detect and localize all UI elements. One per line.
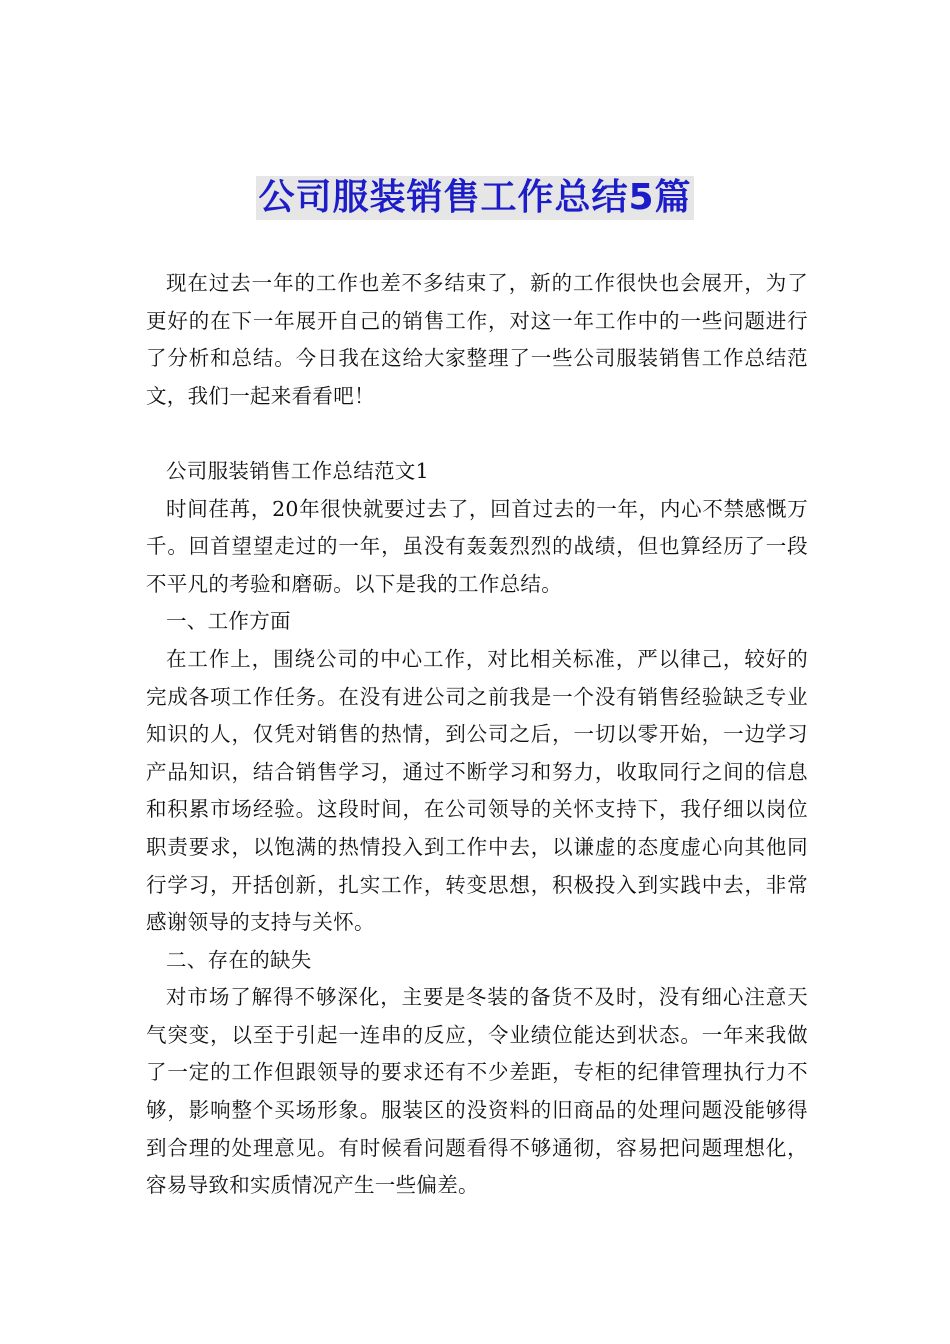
paragraph-3: 对市场了解得不够深化，主要是冬装的备货不及时，没有细心注意天气突变，以至于引起一连串的反应，令业绩位能达到状态。一年来我做了一定的工作但跟领导的要求还有不少差距，专柜的纪律管理执行力不够，影响整个买场形象。服装区的没资料的旧商品的处理问题没能够得到合理的处理意见。有时候看问题看得不够通彻，容易把问题理想化，容易导致和实质情况产生一些偏差。 [146, 985, 808, 1198]
document-body [146, 265, 808, 1205]
section-heading: 公司服装销售工作总结范文1 [166, 458, 429, 483]
heading-work: 一、工作方面 [166, 609, 291, 634]
heading-shortcomings: 二、存在的缺失 [166, 947, 312, 972]
intro-paragraph: 现在过去一年的工作也差不多结束了，新的工作很快也会展开，为了更好的在下一年展开自己的销售工作，对这一年工作中的一些问题进行了分析和总结。今日我在这给大家整理了一些公司服装销售工作总结范文，我们一起来看看吧！ [146, 271, 808, 408]
paragraph-2: 在工作上，围绕公司的中心工作，对比相关标准，严以律己，较好的完成各项工作任务。在没有进公司之前我是一个没有销售经验缺乏专业知识的人，仅凭对销售的热情，到公司之后，一切以零开始，一边学习产品知识，结合销售学习，通过不断学习和努力，收取同行之间的信息和积累市场经验。这段时间，在公司领导的关怀支持下，我仔细以岗位职责要求，以饱满的热情投入到工作中去，以谦虚的态度虚心向其他同行学习，开括创新，扎实工作，转变思想，积极投入到实践中去，非常感谢领导的支持与关怀。 [146, 646, 808, 935]
paragraph-1: 时间荏苒，20年很快就要过去了，回首过去的一年，内心不禁感慨万千。回首望望走过的一年，虽没有轰轰烈烈的战绩，但也算经历了一段不平凡的考验和磨砺。以下是我的工作总结。 [146, 496, 808, 596]
paragraph-spacer [146, 415, 808, 453]
title-container [0, 176, 950, 220]
document-title: 公司服装销售工作总结5篇 [258, 177, 692, 218]
